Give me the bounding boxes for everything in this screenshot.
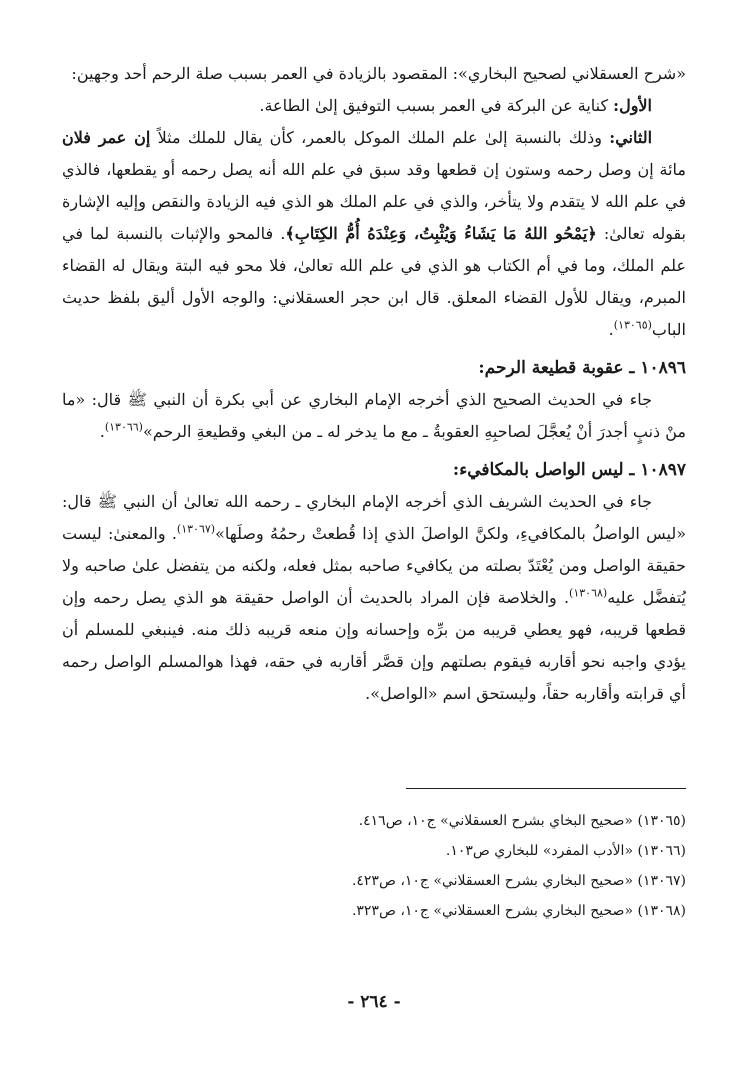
second-text-1: وذلك بالنسبة إلىٰ علم الملك الموكل بالعمر، كأن يقال للملك مثلاً <box>150 128 610 147</box>
footnote-ref-2[interactable]: (١٣٠٦٦) <box>104 420 143 434</box>
first-text: كناية عن البركة في العمر بسبب التوفيق إلىٰ الطاعة. <box>259 96 614 115</box>
intro-paragraph: «شرح العسقلاني لصحيح البخاري»: المقصود بالزيادة في العمر بسبب صلة الرحم أحد وجهين: <box>71 64 686 83</box>
second-text-3: . فالمحو والإثبات بالنسبة لما في علم الملك، وما في أم الكتاب هو الذي في علم الله تعالىٰ، فلا محو فيه البتة ويقال له القضاء المبرم، ويقال للأول القضاء المعلق. قال ابن حجر العسقلاني: والوجه الأول أليق بلفظ حديث الباب <box>62 224 686 339</box>
hadith-text-2a: جاء في الحديث الشريف الذي أخرجه الإمام البخاري ـ رحمه الله تعالىٰ أن النبي ﷺ قال: «ليس الواصلُ بالمكافيءِ، ولكنَّ الواصلَ الذي إذا قُطعتْ رحمُهُ وصلَها» <box>62 492 687 543</box>
section-heading-10896: ١٠٨٩٦ ـ عقوبة قطيعة الرحم: <box>478 358 686 378</box>
footnote-ref-4[interactable]: (١٣٠٦٨) <box>569 586 608 600</box>
footnote-ref-3[interactable]: (١٣٠٦٧) <box>176 522 216 536</box>
footnotes <box>62 806 686 926</box>
footnote-13067: (١٣٠٦٧) «صحيح البخاري بشرح العسقلاني» ج١٠، ص٤٢٣. <box>351 873 686 889</box>
footnote-separator <box>406 788 686 789</box>
second-bold-text: إن عمر فلان <box>62 128 151 147</box>
page-number: - ٢٦٤ - <box>347 992 401 1012</box>
hadith-text-2b: . والمعنىٰ: ليست حقيقة الواصل ومن يُعْتَدّ بصلته من يكافيء صاحبه بمثل فعله، ولكنه من يتفضل علىٰ صاحبه ولا يُتفضَّل عليه <box>62 524 687 607</box>
footnote-13065: (١٣٠٦٥) «صحيح البخاي بشرح العسقلاني» ج١٠، ص٤١٦. <box>358 813 686 829</box>
footnote-13066: (١٣٠٦٦) «الأدب المفرد» للبخاري ص١٠٣. <box>445 843 686 859</box>
hadith-text-1: جاء في الحديث الصحيح الذي أخرجه الإمام البخاري عن أبي بكرة أن النبي ﷺ قال: «ما منْ ذنبٍ أجدرَ أنْ يُعجَّلَ لصاحبِهِ العقوبةُ ـ مع ما يدخر له ـ من البغي وقطيعةِ الرحم» <box>62 390 686 441</box>
footnote-ref-1[interactable]: (١٣٠٦٥) <box>613 318 652 332</box>
second-label: الثاني: <box>609 128 653 147</box>
hadith-paragraph-2 <box>62 486 686 710</box>
section-heading-10897: ١٠٨٩٧ ـ ليس الواصل بالمكافيء: <box>452 460 686 480</box>
hadith-text-2c: . والخلاصة فإن المراد بالحديث أن الواصل حقيقة هو الذي يصل رحمه وإن قطعها قريبه، فهو يعطي قريبه من برِّه وإحسانه وإن منعه قريبه ذلك منه. فينبغي للمسلم أن يؤدي واجبه نحو أقاربه فيقوم بصلتهم وإن قصَّر أقاربه في حقه، فهذا هوالمسلم الواصل رحمه أي قرابته وأقاربه حقاً، وليستحق اسم «الواصل». <box>62 588 687 703</box>
second-view-paragraph: الثاني: وذلك بالنسبة إلىٰ علم الملك الموكل بالعمر، كأن يقال للملك مثلاً إن عمر فلان مائة إن وصل رحمه وستون إن قطعها وقد سبق في علم الله أنه يصل رحمه أو يقطعها، فالذي في علم الله لا يتقدم ولا يتأخر، والذي في علم الملك هو الذي فيه الزيادة والنقص وإليه الإشارة بقوله تعالىٰ: ﴿يَمْحُو اللهُ مَا يَشَاءُ وَيُثْبِتُ، وَعِنْدَهُ أُمُّ الكِتَابِ﴾. فالمحو والإثبات بالنسبة لما في علم الملك، وما في أم الكتاب هو الذي في علم الله تعالىٰ، فلا محو فيه البتة ويقال له القضاء المبرم، ويقال للأول القضاء المعلق. قال ابن حجر العسقلاني: والوجه الأول أليق بلفظ حديث الباب$^{(١٣٠٦٥)}$. <box>62 128 687 339</box>
hadith-paragraph-1: جاء في الحديث الصحيح الذي أخرجه الإمام البخاري عن أبي بكرة أن النبي ﷺ قال: «ما منْ ذنبٍ أجدرَ أنْ يُعجَّلَ لصاحبِهِ العقوبةُ ـ مع ما يدخر له ـ من البغي وقطيعةِ الرحم»$^{(١٣٠٦٦)}$. <box>62 390 686 441</box>
first-view-paragraph <box>62 90 686 122</box>
second-text-2: مائة إن وصل رحمه وستون إن قطعها وقد سبق في علم الله أنه يصل رحمه أو يقطعها، فالذي في علم الله لا يتقدم ولا يتأخر، والذي في علم الملك هو الذي فيه الزيادة والنقص وإليه الإشارة بقوله تعالىٰ: <box>62 160 687 243</box>
quran-verse: ﴿يَمْحُو اللهُ مَا يَشَاءُ وَيُثْبِتُ، وَعِنْدَهُ أُمُّ الكِتَابِ﴾ <box>285 224 597 243</box>
first-label: الأول: <box>613 96 652 115</box>
main-text <box>62 58 686 710</box>
footnote-13068: (١٣٠٦٨) «صحيح البخاري بشرح العسقلاني» ج١٠، ص٣٢٣. <box>351 903 686 919</box>
